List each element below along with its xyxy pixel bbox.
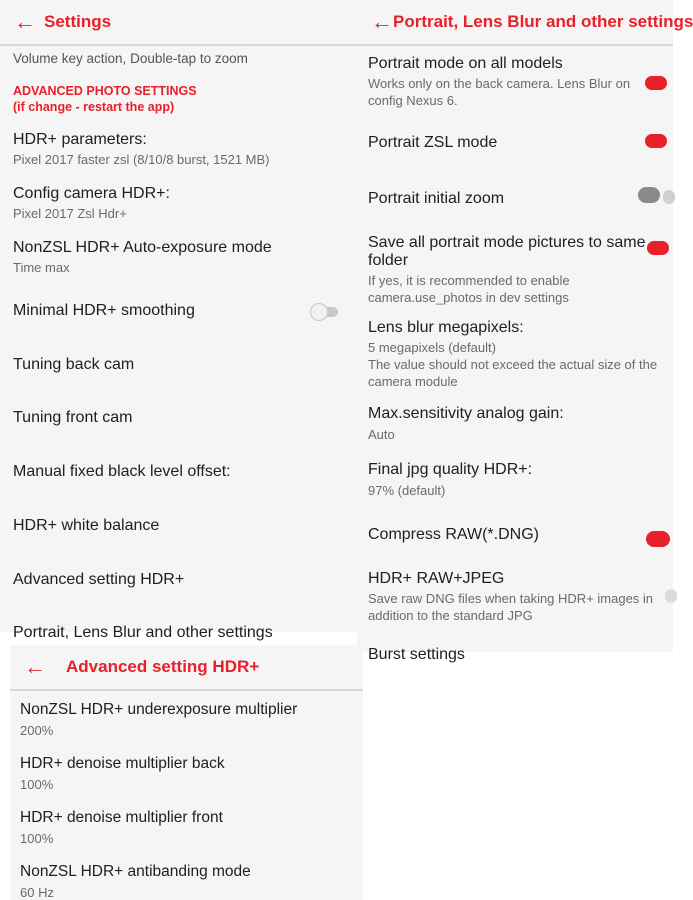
config-camera-hdr-value: Pixel 2017 Zsl Hdr+: [13, 206, 127, 221]
save-same-folder-title-2: folder: [368, 252, 409, 269]
denoise-front-title: HDR+ denoise multiplier front: [20, 809, 223, 826]
underexposure-multiplier-value: 200%: [20, 723, 54, 738]
save-same-folder-title-1: Save all portrait mode pictures to same: [368, 234, 646, 251]
autoexposure-mode-value: Time max: [13, 260, 70, 275]
portrait-all-models-toggle[interactable]: [645, 76, 667, 90]
raw-jpeg-desc-1: Save raw DNG files when taking HDR+ images in: [368, 591, 654, 606]
hdr-white-balance-item[interactable]: HDR+ white balance: [13, 517, 160, 534]
save-same-folder-desc-2: camera.use_photos in dev settings: [368, 290, 569, 305]
jpg-quality-title: Final jpg quality HDR+:: [368, 461, 533, 478]
portrait-settings-panel: [357, 0, 693, 663]
burst-settings-item[interactable]: [368, 646, 465, 663]
settings-panel: [0, 0, 357, 641]
portrait-initial-zoom-track: [663, 190, 675, 204]
antibanding-mode-value: 60 Hz: [20, 885, 54, 900]
save-same-folder-toggle[interactable]: [647, 241, 669, 255]
analog-gain-value: Auto: [368, 427, 395, 442]
underexposure-multiplier-title: NonZSL HDR+ underexposure multiplier: [20, 701, 298, 718]
denoise-front-value: 100%: [20, 831, 54, 846]
jpg-quality-value: 97% (default): [368, 483, 446, 498]
volume-key-action-item[interactable]: Volume key action, Double-tap to zoom: [13, 51, 248, 66]
portrait-zsl-title: Portrait ZSL mode: [368, 134, 498, 151]
autoexposure-mode-title: NonZSL HDR+ Auto-exposure mode: [13, 239, 272, 256]
portrait-all-models-title: Portrait mode on all models: [368, 55, 563, 72]
compress-raw-toggle[interactable]: [646, 531, 670, 547]
settings-app-bar: [0, 0, 357, 46]
arrow-left-icon[interactable]: ←: [24, 654, 46, 679]
lens-blur-megapixels-value: 5 megapixels (default): [368, 340, 496, 355]
portrait-zsl-toggle[interactable]: [645, 134, 667, 148]
antibanding-mode-title: NonZSL HDR+ antibanding mode: [20, 863, 251, 880]
section-header-restart-note: (if change - restart the app): [13, 100, 175, 114]
toggle-thumb: [310, 303, 328, 321]
denoise-back-title: HDR+ denoise multiplier back: [20, 755, 225, 772]
black-level-offset-item[interactable]: Manual fixed black level offset:: [13, 463, 231, 480]
advanced-hdr-panel: [10, 645, 363, 900]
advanced-app-bar: [10, 645, 363, 691]
save-same-folder-desc-1: If yes, it is recommended to enable: [368, 273, 570, 288]
analog-gain-title: Max.sensitivity analog gain:: [368, 405, 564, 422]
lens-blur-megapixels-title: Lens blur megapixels:: [368, 319, 524, 336]
compress-raw-title: Compress RAW(*.DNG): [368, 526, 539, 543]
portrait-lens-blur-title: Portrait, Lens Blur and other settings: [13, 624, 273, 641]
advanced-page-title: Advanced setting HDR+: [66, 657, 260, 676]
section-header-advanced-photo: ADVANCED PHOTO SETTINGS: [13, 84, 197, 98]
portrait-initial-zoom-title: Portrait initial zoom: [368, 190, 505, 207]
portrait-all-models-desc-2: config Nexus 6.: [368, 93, 458, 108]
settings-page-title: Settings: [44, 12, 112, 31]
denoise-back-value: 100%: [20, 777, 54, 792]
lens-blur-megapixels-note-2: camera module: [368, 374, 458, 389]
raw-jpeg-title: HDR+ RAW+JPEG: [368, 570, 505, 587]
tuning-front-cam-item[interactable]: Tuning front cam: [13, 409, 133, 426]
portrait-all-models-desc-1: Works only on the back camera. Lens Blur on: [368, 76, 631, 91]
burst-settings-title: Burst settings: [368, 646, 465, 663]
arrow-left-icon[interactable]: ←: [371, 9, 393, 34]
raw-jpeg-desc-2: addition to the standard JPG: [368, 608, 533, 623]
portrait-initial-zoom-toggle[interactable]: [638, 187, 660, 203]
raw-jpeg-toggle[interactable]: [665, 589, 677, 603]
advanced-setting-hdr-item[interactable]: Advanced setting HDR+: [13, 571, 185, 588]
config-camera-hdr-title: Config camera HDR+:: [13, 185, 170, 202]
arrow-left-icon[interactable]: ←: [14, 9, 36, 34]
hdr-parameters-value: Pixel 2017 faster zsl (8/10/8 burst, 1521 MB): [13, 152, 270, 167]
portrait-page-title: Portrait, Lens Blur and other settings: [393, 12, 693, 31]
lens-blur-megapixels-note-1: The value should not exceed the actual size of the: [368, 357, 658, 372]
minimal-smoothing-toggle[interactable]: [310, 305, 340, 319]
tuning-back-cam-item[interactable]: Tuning back cam: [13, 356, 135, 373]
minimal-smoothing-title: Minimal HDR+ smoothing: [13, 302, 195, 319]
hdr-parameters-title: HDR+ parameters:: [13, 131, 147, 148]
portrait-lens-blur-item[interactable]: [13, 624, 273, 641]
portrait-app-bar: [357, 0, 693, 46]
